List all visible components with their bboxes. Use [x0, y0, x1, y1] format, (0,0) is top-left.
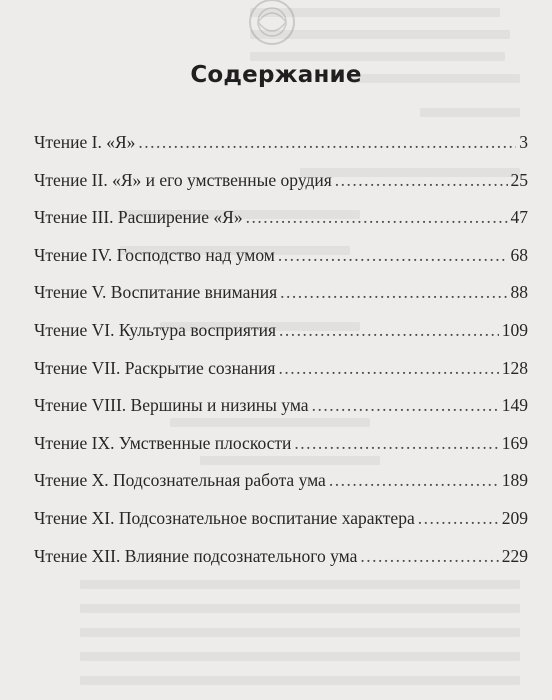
toc-leader-dots	[335, 172, 508, 190]
toc-entry	[34, 169, 528, 210]
toc-entry	[34, 244, 528, 285]
toc-entry-page-number: 25	[510, 169, 528, 190]
toc-leader-dots	[312, 397, 499, 415]
toc-leader-dots	[279, 322, 499, 340]
toc-leader-dots	[360, 548, 498, 566]
toc-leader-dots	[278, 247, 508, 265]
toc-entry-page-number: 128	[501, 357, 528, 378]
toc-entry	[34, 397, 528, 435]
toc-entry-page-number: 189	[501, 470, 528, 491]
toc-entry-page-number: 68	[510, 244, 528, 265]
toc-entry-page-number: 209	[501, 507, 528, 528]
toc-entry-title: Чтение II. «Я» и его умственные орудия	[34, 169, 332, 190]
toc-entry-page-number: 47	[510, 207, 528, 228]
page-title: Содержание	[190, 62, 362, 88]
toc-leader-dots	[418, 510, 499, 528]
toc-entry-title: Чтение IX. Умственные плоскости	[34, 432, 292, 453]
toc-entry-title: Чтение I. «Я»	[34, 132, 136, 152]
table-of-contents	[34, 134, 528, 585]
toc-entry-title: Чтение III. Расширение «Я»	[34, 207, 243, 228]
toc-entry	[34, 209, 528, 247]
toc-entry-title: Чтение XII. Влияние подсознательного ума	[34, 545, 358, 566]
toc-entry-title: Чтение X. Подсознательная работа ума	[34, 470, 326, 491]
toc-entry	[34, 284, 528, 322]
toc-leader-dots	[278, 360, 498, 378]
toc-entry	[34, 134, 528, 172]
toc-leader-dots	[294, 435, 498, 453]
toc-entry-title: Чтение VIII. Вершины и низины ума	[34, 395, 309, 416]
toc-entry	[34, 432, 528, 473]
toc-leader-dots	[246, 209, 508, 227]
toc-entry-page-number: 109	[501, 319, 528, 340]
toc-entry-page-number: 229	[501, 545, 528, 566]
toc-entry-page-number: 3	[519, 132, 528, 152]
toc-entry-title: Чтение VII. Раскрытие сознания	[34, 357, 276, 378]
toc-leader-dots	[280, 284, 507, 302]
toc-entry-title: Чтение V. Воспитание внимания	[34, 282, 278, 303]
toc-entry	[34, 545, 528, 586]
toc-entry-title: Чтение XI. Подсознательное воспитание характера	[34, 507, 415, 528]
toc-entry	[34, 319, 528, 360]
toc-entry	[34, 357, 528, 398]
toc-entry-title: Чтение IV. Господство над умом	[34, 244, 275, 265]
toc-leader-dots	[138, 134, 516, 152]
toc-entry-page-number: 169	[501, 432, 528, 453]
toc-entry	[34, 507, 528, 548]
toc-entry-title: Чтение VI. Культура восприятия	[34, 319, 277, 340]
toc-entry-page-number: 88	[510, 282, 528, 303]
toc-entry-page-number: 149	[501, 395, 528, 416]
toc-leader-dots	[329, 472, 499, 490]
ornament-icon	[244, 0, 300, 50]
toc-entry	[34, 472, 528, 510]
